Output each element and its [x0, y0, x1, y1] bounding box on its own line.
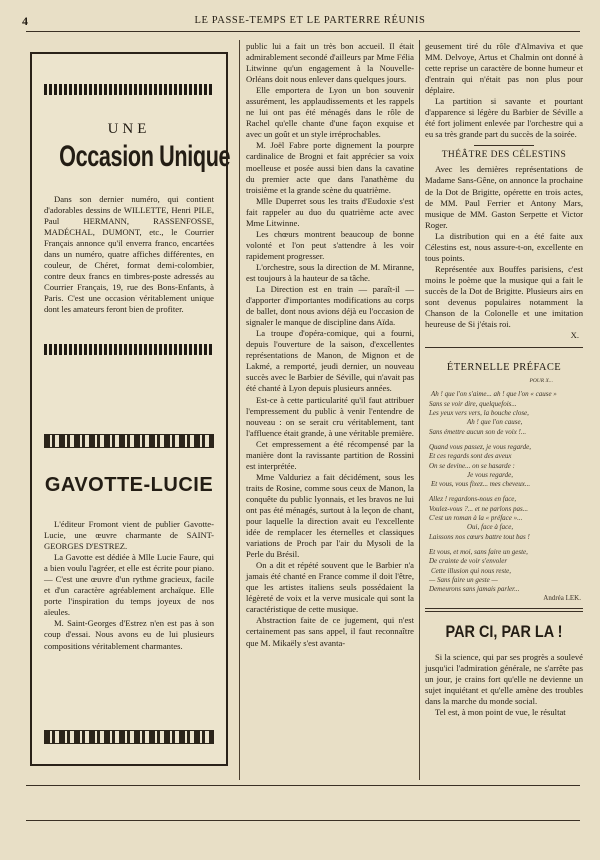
- article-paragraph: La partition si savante et pourtant d'apparence si légère du Barbier de Séville a été fort joliment enlevée par l'orchestre qui a eu sa très grande part du succès de la soirée.: [425, 96, 583, 140]
- article-paragraph: Tel est, à mon point de vue, le résultat: [435, 706, 566, 717]
- article-paragraph: La distribution qui en a été faite aux Célestins est, nous assure-t-on, excellente en tous points.: [425, 230, 583, 263]
- poem-line: Demeurons sans jamais parler...: [429, 585, 520, 594]
- ad-occasion-title: Occasion Unique: [59, 140, 231, 173]
- gavotte-paragraph: La Gavotte est dédiée à Mlle Lucie Faure, qui a bien voulu l'agréer, et elle est écrite pour piano. — C'est une œuvre d'un rythme gracieux, facile et d'un caractère agréablement archaïque. Elle porte l'inspiration du temps joyeux de nos aïeules.: [44, 552, 214, 618]
- article-paragraph: Elle emportera de Lyon un bon souvenir assurément, les applaudissements et les rappels ne lui ont pas été ménagés dans le rôle de Rachel qu'elle chante d'une façon exquise et avec un goût et un style irréprochables.: [246, 85, 414, 140]
- article-paragraph: Les chœurs montrent beaucoup de bonne volonté et l'on peut s'attendre à les voir rapidement progresser.: [246, 228, 414, 261]
- poem-line: Et vous, vous fixez... mes cheveux...: [431, 480, 531, 489]
- article-paragraph: public lui a fait un très bon accueil. Il était admirablement secondé d'ailleurs par Mme Félia Litwinne qu'un engagement à la Nouvelle-Orléans doit nous enlever dans quelques jours.: [246, 41, 414, 85]
- article-paragraph: La troupe d'opéra-comique, qui a fourni, depuis l'ouverture de la saison, d'excellentes représentations de Manon, de Mignon et de Lakmé, a remporté, jeudi dernier, un nouveau succès avec le Barbier de Séville, qui n'avait pas été chanté à Lyon depuis plusieurs années.: [246, 328, 414, 394]
- section-rule: [425, 611, 583, 612]
- poem-line: Oui, face à face,: [467, 523, 514, 532]
- article-paragraph: M. Joël Fabre porte dignement la pourpre cardinalice de Brogni et fait apprécier sa voix moelleuse et posée aussi bien dans la cavatine du premier acte que dans l'anathème du troisième et la grande scène du quatrième.: [246, 140, 414, 195]
- poem-line: C'est un roman à la « préface »...: [429, 514, 523, 523]
- page-number: 4: [22, 14, 28, 28]
- parci-title: PAR CI, PAR LA !: [445, 621, 563, 641]
- header-rule: [26, 31, 580, 32]
- article-column-right: [425, 41, 583, 718]
- column-rule: [419, 40, 420, 780]
- gavotte-title: GAVOTTE-LUCIE: [44, 474, 214, 496]
- ad-top-bar: [44, 84, 214, 95]
- poem-line: On se devine... on se hasarde :: [429, 461, 515, 470]
- poem-body: [425, 390, 583, 594]
- article-paragraph: Représentée aux Bouffes parisiens, c'est moins le poème que la musique qui a fait le succès de la Dot de Brigitte. Plusieurs airs en sont devenus populaires notamment la Chanson de la Colonelle et une imitation heureuse de Si j'étais roi.: [425, 263, 583, 330]
- poem-line: Voulez-vous ?... et ne parlons pas...: [429, 504, 528, 513]
- gavotte-paragraph: L'éditeur Fromont vient de publier Gavotte-Lucie, une œuvre charmante de SAINT-GEORGES D'ESTREZ.: [44, 519, 214, 552]
- article-paragraph: La Direction est en train — paraît-il — d'apporter d'importantes modifications au corps de ballet, dont nous avions déjà eu l'occasion de signaler le manque de discipline dans Aïda.: [246, 284, 414, 328]
- article-paragraph: L'orchestre, sous la direction de M. Miranne, est toujours à la hauteur de sa tâche.: [246, 261, 414, 283]
- article-paragraph: geusement tiré du rôle d'Almaviva et que MM. Delvoye, Artus et Chalmin ont donné à cette reprise un caractère de bonne humeur et d'entrain qui n'était pas non plus pour déplaire.: [425, 41, 583, 96]
- section-divider: [474, 145, 534, 146]
- ad-mid-bar: [44, 344, 214, 355]
- article-paragraph: Si la science, qui par ses progrès a soulevé jusqu'ici l'admiration générale, ne s'arrête pas un jour, je crains fort qu'elle ne devienne un sujet inquiétant et qu'elle amène des troubles dans la marche du monde social.: [425, 651, 583, 706]
- poem-line: Laissons nos cœurs battre tout bas !: [429, 532, 530, 541]
- ornament-border-top: [44, 434, 214, 448]
- article-paragraph: Abstraction faite de ce jugement, qui n'est certainement pas sans appel, il faut reconnaître que M. Mikaëly s'est avanta-: [246, 615, 414, 648]
- poem-line: Et ces regards sont des aveux: [429, 452, 512, 461]
- poem-line: Quand vous passez, je vous regarde,: [429, 442, 531, 451]
- article-paragraph: Cet empressement a été récompensé par la manière dont la ravissante partition de Rossini est interprétée.: [246, 438, 414, 471]
- ad-gavotte: [44, 434, 214, 652]
- column-rule: [239, 40, 240, 780]
- article-paragraph: Mme Valduriez a fait décidément, sous les traits de Rosine, comme sous ceux de Manon, la conquête du public lyonnais, et les bravos ne lui ont pas été ménagés, surtout à la leçon de chant, pour laquelle la direction avait eu l'excellente idée de remplacer les éternelles et classiques variations de Proch par l'air du Mysoli de la Perle du Brésil.: [246, 471, 414, 560]
- article-paragraph: Mlle Duperret sous les traits d'Eudoxie s'est fait rappeler au duo du quatrième acte avec Mme Litwinne.: [246, 195, 414, 228]
- ornament-border-bottom: [44, 730, 214, 744]
- celestins-heading: THÉÂTRE DES CÉLESTINS: [441, 150, 567, 161]
- article-paragraph: Avec les dernières représentations de Madame Sans-Gêne, on annonce la prochaine de la Dot de Brigitte, opérette en trois actes, de MM. Paul Ferrier et Antony Mars, musique de MM. Gaston Serpette et Victor Roger.: [425, 164, 583, 230]
- bottom-rule: [26, 820, 580, 821]
- poem-line: Sans se voir dire, quelquefois...: [429, 399, 517, 408]
- running-title: LE PASSE-TEMPS ET LE PARTERRE RÉUNIS: [194, 15, 426, 26]
- poem-dedication: POUR X...: [529, 378, 553, 385]
- poem-line: Je vous regarde,: [467, 470, 513, 479]
- poem-line: De crainte de voir s'envoler: [429, 557, 508, 566]
- article-paragraph: Est-ce à cette particularité qu'il faut attribuer l'empressement du public à venir l'entendre de nouveau : on se serait cru véritablement, tant l'affluence était grande, à une véritable première.: [246, 394, 414, 438]
- page-header: [0, 14, 600, 30]
- poem-line: Ah ! que l'on cause,: [467, 418, 523, 427]
- advertisement-box: [30, 52, 231, 766]
- section-rule: [425, 608, 583, 609]
- poem-line: Allez ! regardons-nous en face,: [429, 495, 517, 504]
- ad-une: UNE: [107, 121, 151, 137]
- signature-x: X.: [570, 330, 579, 341]
- ad-occasion-body: Dans son dernier numéro, qui contient d'adorables dessins de WILLETTE, Henri PILE, Paul HERMANN, RASSENFOSSE, MADÉCHAL, DUMONT, etc., le Courrier Français annonce qu'il enverra franco, encartées dans un numéro, quatre affiches différentes, en couleur, de Chéret, format demi-colombier, contre deux francs en timbres-poste adressés au Courrier Français, 19, rue des Bons-Enfants, à Paris. C'est une occasion véritablement unique dont les amateurs feront bien de profiter.: [44, 194, 214, 315]
- article-column-middle: [246, 41, 414, 649]
- poem-line: Et vous, et moi, sans faire un geste,: [429, 547, 528, 556]
- poem-line: Sans émettre aucun son de voix !...: [429, 427, 527, 436]
- article-paragraph: On a dit et répété souvent que le Barbier n'a jamais été chanté en France comme il doit l'être, que les artistes italiens seuls possédaient la légèreté de voix et la verve musicale qui sont la caractéristique de cette musique.: [246, 560, 414, 615]
- poem-line: Ah ! que l'on s'aime... ah ! que l'on « cause »: [431, 390, 557, 399]
- ad-occasion: [44, 84, 231, 355]
- bottom-rule: [26, 785, 580, 786]
- poem-line: — Sans faire un geste —: [429, 575, 498, 584]
- gavotte-paragraph: M. Saint-Georges d'Estrez n'en est pas à son coup d'essai. Nous avons eu de lui plusieurs compositions véritablement charmantes.: [44, 618, 214, 651]
- poem-title: ÉTERNELLE PRÉFACE: [446, 362, 562, 374]
- poem-line: Les yeux vers vers, la bouche close,: [429, 409, 529, 418]
- section-rule: [425, 347, 583, 348]
- poem-signature: Andréa LEK.: [543, 594, 581, 603]
- poem-line: Cette illusion qui nous reste,: [431, 566, 512, 575]
